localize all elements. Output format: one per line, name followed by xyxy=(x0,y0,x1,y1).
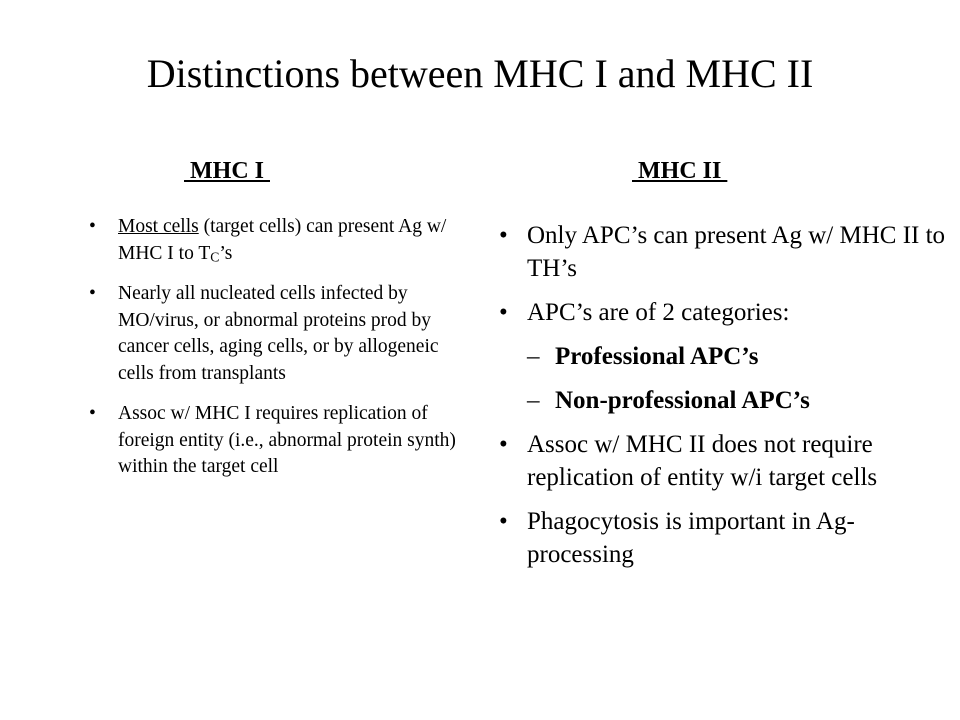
mhc-i-list xyxy=(88,214,458,495)
nucleated-cells-text: Nearly all nucleated cells infected by MO/virus, or abnormal proteins prod by cancer cells, aging cells, or by allogeneic cells from transplants xyxy=(118,283,439,384)
mhc-ii-bullet-no-replication xyxy=(497,428,947,494)
mhc-ii-heading: MHC II xyxy=(632,158,728,184)
sub-bullet-professional xyxy=(497,340,947,373)
most-cells-text: (target cells) can present Ag w/ MHC I to T xyxy=(118,216,447,264)
most-cells-underlined: Most cells xyxy=(118,216,199,237)
mhc-ii-list xyxy=(497,219,947,582)
bullet-icon: • xyxy=(89,216,96,237)
mhc-i-bullet-most-cells xyxy=(88,214,458,267)
mhc-ii-bullet-only-apcs xyxy=(497,219,947,285)
mhc-ii-bullet-categories xyxy=(497,296,947,329)
bullet-icon: • xyxy=(499,431,508,458)
mhc-i-bullet-replication xyxy=(88,401,458,481)
most-cells-suffix: ’s xyxy=(219,242,233,264)
mhc-ii-bullet-phagocytosis xyxy=(497,505,947,571)
professional-apc-text: Professional APC’s xyxy=(555,343,759,370)
dash-icon: – xyxy=(527,343,540,370)
bullet-icon: • xyxy=(89,403,96,424)
mhc-i-bullet-nucleated-cells xyxy=(88,281,458,387)
bullet-icon: • xyxy=(499,222,508,249)
no-replication-text: Assoc w/ MHC II does not require replication of entity w/i target cells xyxy=(527,431,878,491)
bullet-icon: • xyxy=(499,299,508,326)
dash-icon: – xyxy=(527,387,540,414)
sub-bullet-non-professional xyxy=(497,384,947,417)
tc-subscript: C xyxy=(210,249,220,265)
bullet-icon: • xyxy=(499,508,508,535)
categories-text: APC’s are of 2 categories: xyxy=(527,299,790,326)
bullet-icon: • xyxy=(89,283,96,304)
only-apcs-text: Only APC’s can present Ag w/ MHC II to TH’s xyxy=(527,222,946,282)
phagocytosis-text: Phagocytosis is important in Ag-processing xyxy=(527,508,855,568)
non-professional-apc-text: Non-professional APC’s xyxy=(555,387,810,414)
mhc-i-heading: MHC I xyxy=(184,158,270,184)
replication-text: Assoc w/ MHC I requires replication of foreign entity (i.e., abnormal protein synth) within the target cell xyxy=(118,403,456,477)
slide-title: Distinctions between MHC I and MHC II xyxy=(146,51,814,96)
